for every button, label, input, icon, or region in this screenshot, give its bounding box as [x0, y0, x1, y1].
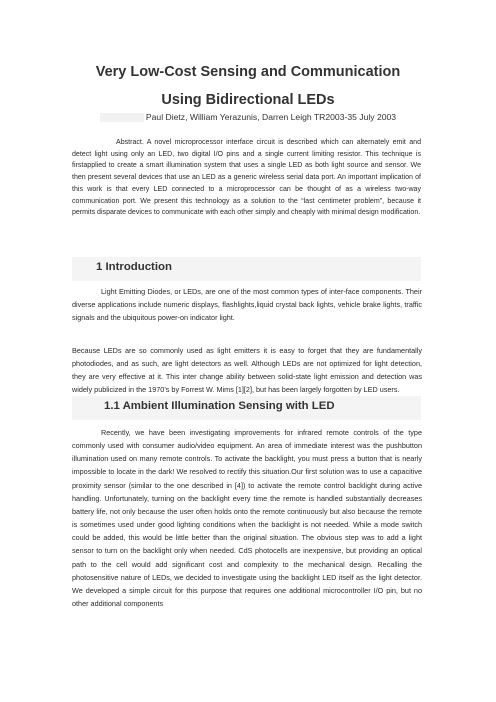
- title-line-1: Very Low-Cost Sensing and Communication: [95, 64, 401, 80]
- paragraph-intro-1: Light Emitting Diodes, or LEDs, are one of the most common types of inter-face components. Their diverse applications include numeric displays, flashlights,liquid crystal back lights, vehicle brake lights, traffic signals and the ubiquitous power-on indicator light.: [72, 287, 422, 323]
- abstract: Abstract. A novel microprocessor interface circuit is described which can alternately emit and detect light using only an LED, two digital I/O pins and a single current limiting resistor. This technique is firstapplied to create a smart illumination system that uses a single LED as both light source and sensor. We then present several devices that use an LED as a generic wireless serial data port. An important implication of this work is that every LED connected to a microprocessor can be thought of as a wireless two-way communication port. We present this technology as a solution to the “last centimeter problem”, because it permits disparate devices to communicate with each other simply and cheaply with minimal design modification.: [72, 139, 421, 217]
- section-heading-introduction: 1 Introduction: [96, 261, 172, 273]
- paragraph-ambient-sensing: Recently, we have been investigating improvements for infrared remote controls of the type commonly used with consumer audio/video equipment. An area of immediate interest was the pushbutton illumination used on many remote controls. To activate the backlight, you must press a button that is nearly impossible to locate in the dark! We resolved to rectify this situation.Our first solution was to use a capacitive proximity sensor (similar to the one described in [4]) to activate the remote control backlight during active handling. Unfortunately, turning on the backlight every time the remote is handled substantially decreases battery life, not only because the user often holds onto the remote continuously but also because the remote is sometimes used under good lighting conditions when the backlight is not needed. While a mode switch could be added, this would be little better than the original situation. The obvious step was to add a light sensor to turn on the backlight only when needed. CdS photocells are inexpensive, but providing an optical path to the cell would add significant cost and complexity to the mechanical design. Recalling the photosensitive nature of LEDs, we decided to investigate using the backlight LED itself as the light detector. We developed a simple circuit for this purpose that requires one additional microcontroller I/O pin, but no other additional components: [72, 428, 422, 609]
- title-line-2: Using Bidirectional LEDs: [161, 92, 335, 108]
- highlight-shade: [100, 113, 144, 122]
- paragraph-intro-2: Because LEDs are so commonly used as light emitters it is easy to forget that they are fundamentally photodiodes, and as such, are light detectors as well. Although LEDs are not optimized for light detection, they are very effective at it. This inter change ability between solid-state light emission and detection was widely publicized in the 1970’s by Forrest W. Mims [1][2], but has been largely forgotten by LED users.: [72, 346, 422, 395]
- subsection-heading-ambient-sensing: 1.1 Ambient Illumination Sensing with LED: [104, 400, 335, 412]
- authors-line: [0, 112, 496, 122]
- authors-text: Paul Dietz, William Yerazunis, Darren Leigh TR2003-35 July 2003: [145, 112, 397, 122]
